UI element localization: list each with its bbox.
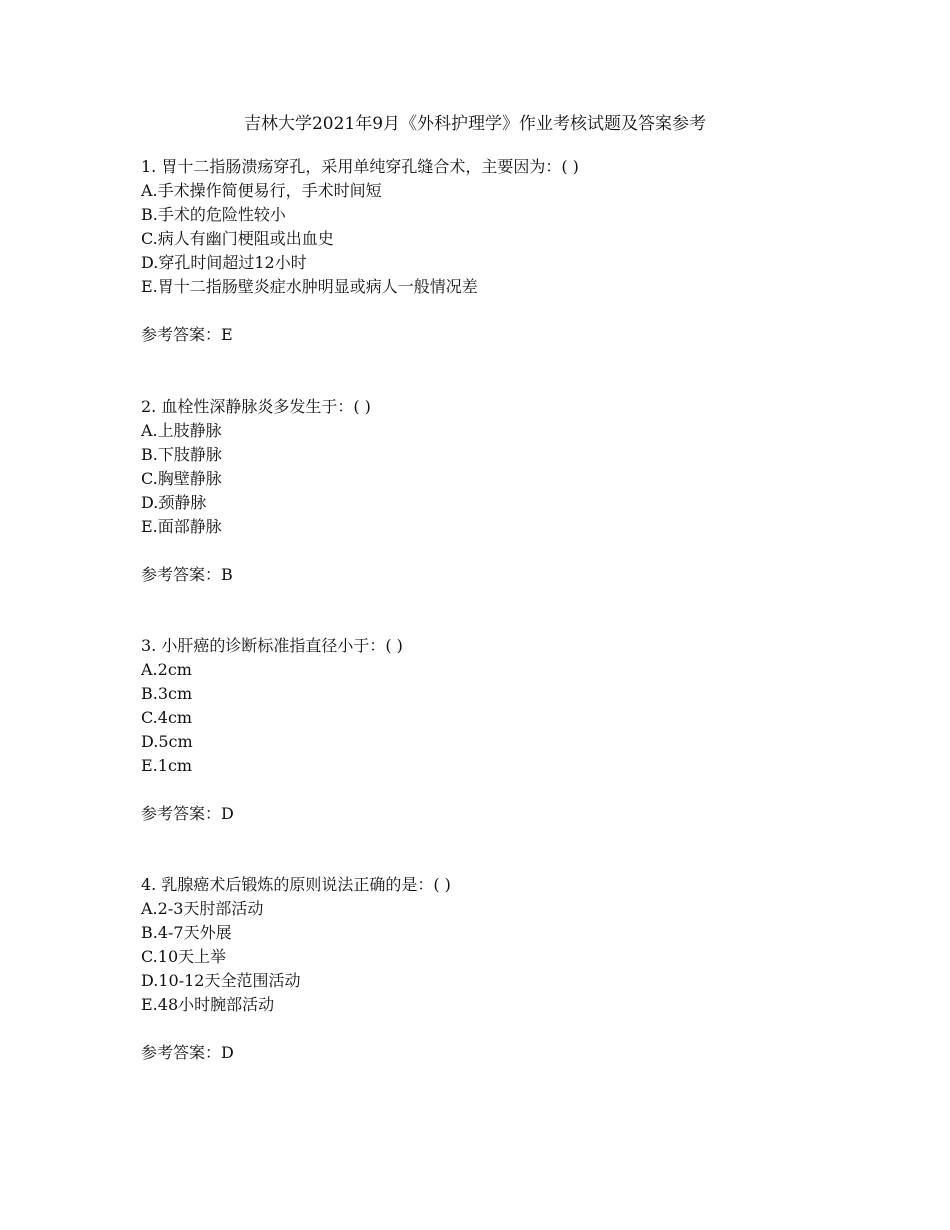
question-stem: 2. 血栓性深静脉炎多发生于：( ) xyxy=(141,397,371,416)
option-e: E.1cm xyxy=(141,756,193,775)
option-b: B.4-7天外展 xyxy=(141,923,232,942)
option-c: C.胸壁静脉 xyxy=(141,469,222,488)
option-b: B.3cm xyxy=(141,684,193,703)
option-d: D.颈静脉 xyxy=(141,493,207,512)
reference-answer: 参考答案：D xyxy=(141,1043,234,1062)
option-e: E.胃十二指肠壁炎症水肿明显或病人一般情况差 xyxy=(141,277,478,296)
question-2 xyxy=(141,395,901,587)
option-e: E.面部静脉 xyxy=(141,517,222,536)
question-4 xyxy=(141,873,901,1065)
option-a: A.手术操作简便易行，手术时间短 xyxy=(141,181,382,200)
option-c: C.病人有幽门梗阻或出血史 xyxy=(141,229,334,248)
option-a: A.上肢静脉 xyxy=(141,421,222,440)
question-stem: 4. 乳腺癌术后锻炼的原则说法正确的是：( ) xyxy=(141,875,451,894)
question-3 xyxy=(141,634,901,826)
option-c: C.10天上举 xyxy=(141,947,227,966)
question-1 xyxy=(141,155,901,347)
option-d: D.10-12天全范围活动 xyxy=(141,971,301,990)
option-c: C.4cm xyxy=(141,708,193,727)
question-stem: 3. 小肝癌的诊断标准指直径小于：( ) xyxy=(141,636,403,655)
reference-answer: 参考答案：E xyxy=(141,325,233,344)
option-d: D.穿孔时间超过12小时 xyxy=(141,253,307,272)
question-stem: 1. 胃十二指肠溃疡穿孔，采用单纯穿孔缝合术，主要因为：( ) xyxy=(141,157,579,176)
option-a: A.2cm xyxy=(141,660,192,679)
reference-answer: 参考答案：B xyxy=(141,565,233,584)
option-e: E.48小时腕部活动 xyxy=(141,995,275,1014)
option-d: D.5cm xyxy=(141,732,193,751)
option-b: B.手术的危险性较小 xyxy=(141,205,286,224)
reference-answer: 参考答案：D xyxy=(141,804,234,823)
option-a: A.2-3天肘部活动 xyxy=(141,899,264,918)
option-b: B.下肢静脉 xyxy=(141,445,222,464)
document-title: 吉林大学2021年9月《外科护理学》作业考核试题及答案参考 xyxy=(243,114,707,134)
